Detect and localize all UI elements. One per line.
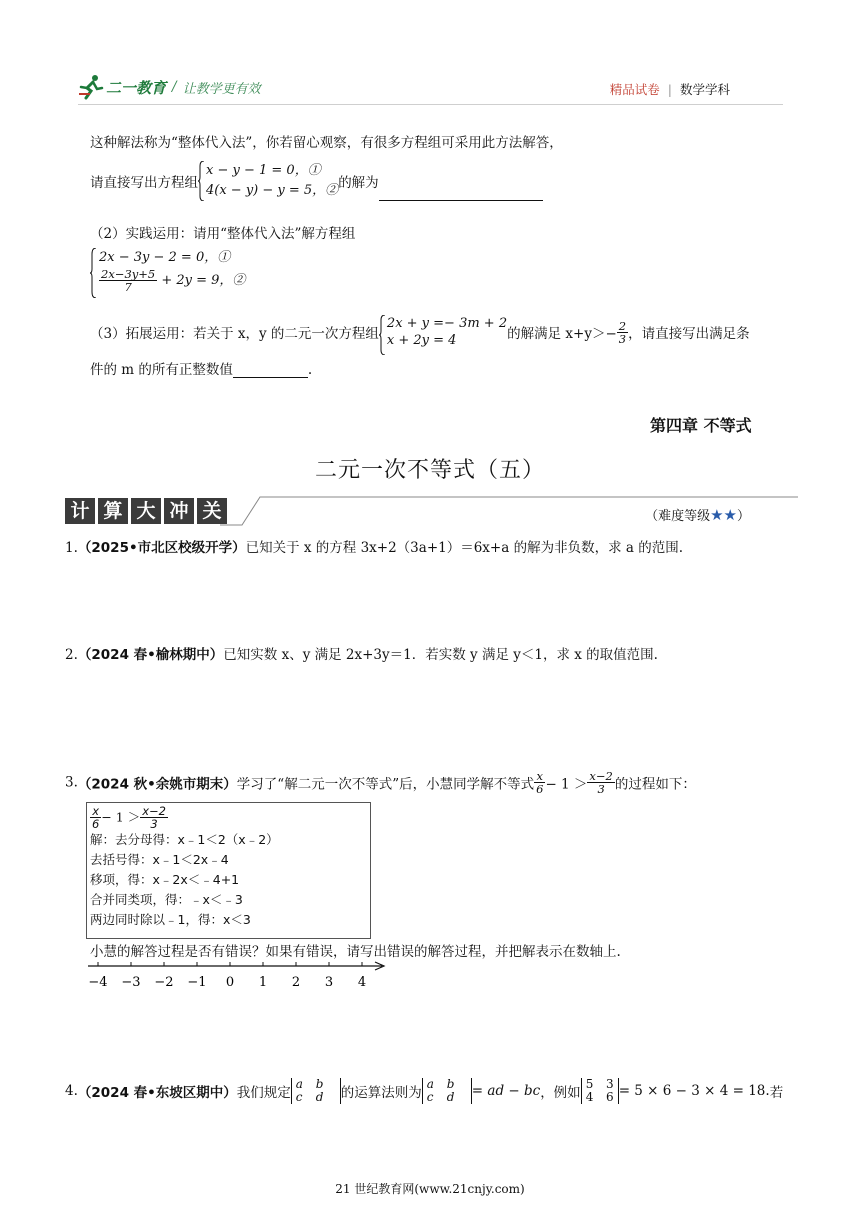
solution-step: 解：去分母得：x﹣1＜2（x﹣2） (90, 832, 279, 847)
question-source: （2025•市北区校级开学） (77, 540, 246, 556)
header-tags: 精品试卷 | 数学学科 (609, 82, 730, 97)
question-2: 2.（2024 春•榆林期中）已知实数 x、y 满足 2x+3y＝1．若实数 y 满足 y＜1，求 x 的取值范围. (65, 647, 658, 663)
intro-line1: 这种解法称为“整体代入法”，你若留心观察，有很多方程组可采用此方法解答， (90, 135, 563, 151)
determinant: a b c d (291, 1078, 341, 1104)
question-3-prompt: 小慧的解答过程是否有错误？如果有错误，请写出错误的解答过程，并把解表示在数轴上. (90, 944, 621, 960)
answer-blank (233, 363, 308, 378)
solution-step: 去括号得：x﹣1＜2x﹣4 (90, 852, 229, 867)
runner-logo-icon (78, 74, 104, 100)
number-line-label: −1 (187, 975, 207, 990)
fraction: $\frac{x}{6}$ (536, 769, 544, 796)
question-1: 1.（2025•市北区校级开学）已知关于 x 的方程 3x+2（3a+1）＝6x+a 的解为非负数，求 a 的范围. (65, 540, 683, 556)
brand-logo (78, 74, 261, 100)
equation-system-3: 2x + y =− 3m + 2 x + 2y = 4 (379, 315, 507, 349)
part3-line2: 件的 m 的所有正整数值 . (90, 362, 313, 378)
fraction: $\frac{x-2}{3}$ (589, 769, 613, 796)
intro-line2: 请直接写出方程组 x − y − 1 = 0，① 4(x − y) − y = 5，② 的解为 (90, 161, 543, 201)
brand-separator: / (172, 79, 177, 95)
solution-inequality: $\frac{x}{6}$ − 1 ＞ $\frac{x-2}{3}$ (92, 804, 166, 831)
solution-box (86, 802, 371, 939)
number-line-label: −4 (88, 975, 108, 990)
fraction: $\frac{2x-3y+5}{7}$ (101, 267, 156, 294)
number-line-label: 3 (324, 975, 334, 990)
banner-char: 冲 (164, 498, 194, 524)
tag-right: 数学学科 (679, 82, 730, 97)
section-banner (65, 498, 230, 524)
brace-icon (379, 315, 386, 355)
question-3: 3.（2024 秋•余姚市期末）学习了“解二元一次不等式”后，小慧同学解不等式 $\frac{x}{6}$ − 1 ＞ $\frac{x-2}{3}$ 的过程如下： (65, 769, 696, 796)
tag-left: 精品试卷 (609, 82, 660, 97)
question-source: （2024 春•榆林期中） (77, 647, 224, 663)
star-icon: ★★ (710, 506, 737, 524)
difficulty-label: （难度等级★★） (645, 506, 750, 524)
number-line (86, 956, 391, 992)
banner-char: 计 (65, 498, 95, 524)
part2-label: （2）实践运用：请用“整体代入法”解方程组 (90, 226, 356, 242)
question-4: 4.（2024 春•东坡区期中）我们规定a b c d 的运算法则为a b c d = ad − bc，例如5 3 4 6 = 5 × 6 − 3 × 4 = 18.若 (65, 1077, 784, 1104)
solution-step: 移项，得：x﹣2x＜﹣4+1 (90, 872, 240, 887)
number-line-label: 1 (258, 975, 268, 990)
answer-blank (379, 178, 543, 201)
solution-step: 合并同类项，得：﹣x＜﹣3 (90, 892, 243, 907)
part3-line1: （3）拓展运用：若关于 x，y 的二元一次方程组 2x + y =− 3m + 2 x + 2y = 4 的解满足 x+y＞− $\frac{2}{3}$ ，请直接写出满足条 (90, 315, 750, 349)
equation-system-1: x − y − 1 = 0，① 4(x − y) − y = 5，② (198, 161, 338, 201)
banner-char: 算 (98, 498, 128, 524)
question-source: （2024 秋•余姚市期末） (77, 776, 237, 793)
banner-char: 关 (197, 498, 227, 524)
brace-icon (198, 161, 205, 201)
number-line-label: −3 (121, 975, 141, 990)
number-line-label: −2 (154, 975, 174, 990)
brand-name: 二一教育 (106, 78, 167, 97)
number-line-label: 0 (225, 975, 235, 990)
page-title: 二元一次不等式（五） (314, 458, 545, 483)
number-line-label: 4 (357, 975, 367, 990)
banner-char: 大 (131, 498, 161, 524)
fraction: $\frac{2}{3}$ (618, 318, 627, 346)
brace-icon (90, 248, 97, 298)
page-footer: 21 世纪教育网(www.21cnjy.com) (335, 1182, 525, 1196)
header-divider (78, 104, 783, 105)
number-line-label: 2 (291, 975, 301, 990)
brand-slogan: 让教学更有效 (182, 81, 261, 97)
solution-step: 两边同时除以﹣1，得：x＜3 (90, 912, 251, 927)
equation-system-2: 2x − 3y − 2 = 0，① $\frac{2x-3y+5}{7}$ + 2y = 9，② (90, 248, 245, 294)
chapter-heading: 第四章 不等式 (650, 416, 752, 435)
determinant: a b c d (422, 1078, 472, 1104)
question-source: （2024 春•东坡区期中） (77, 1085, 237, 1101)
determinant-example: 5 3 4 6 (581, 1078, 619, 1104)
